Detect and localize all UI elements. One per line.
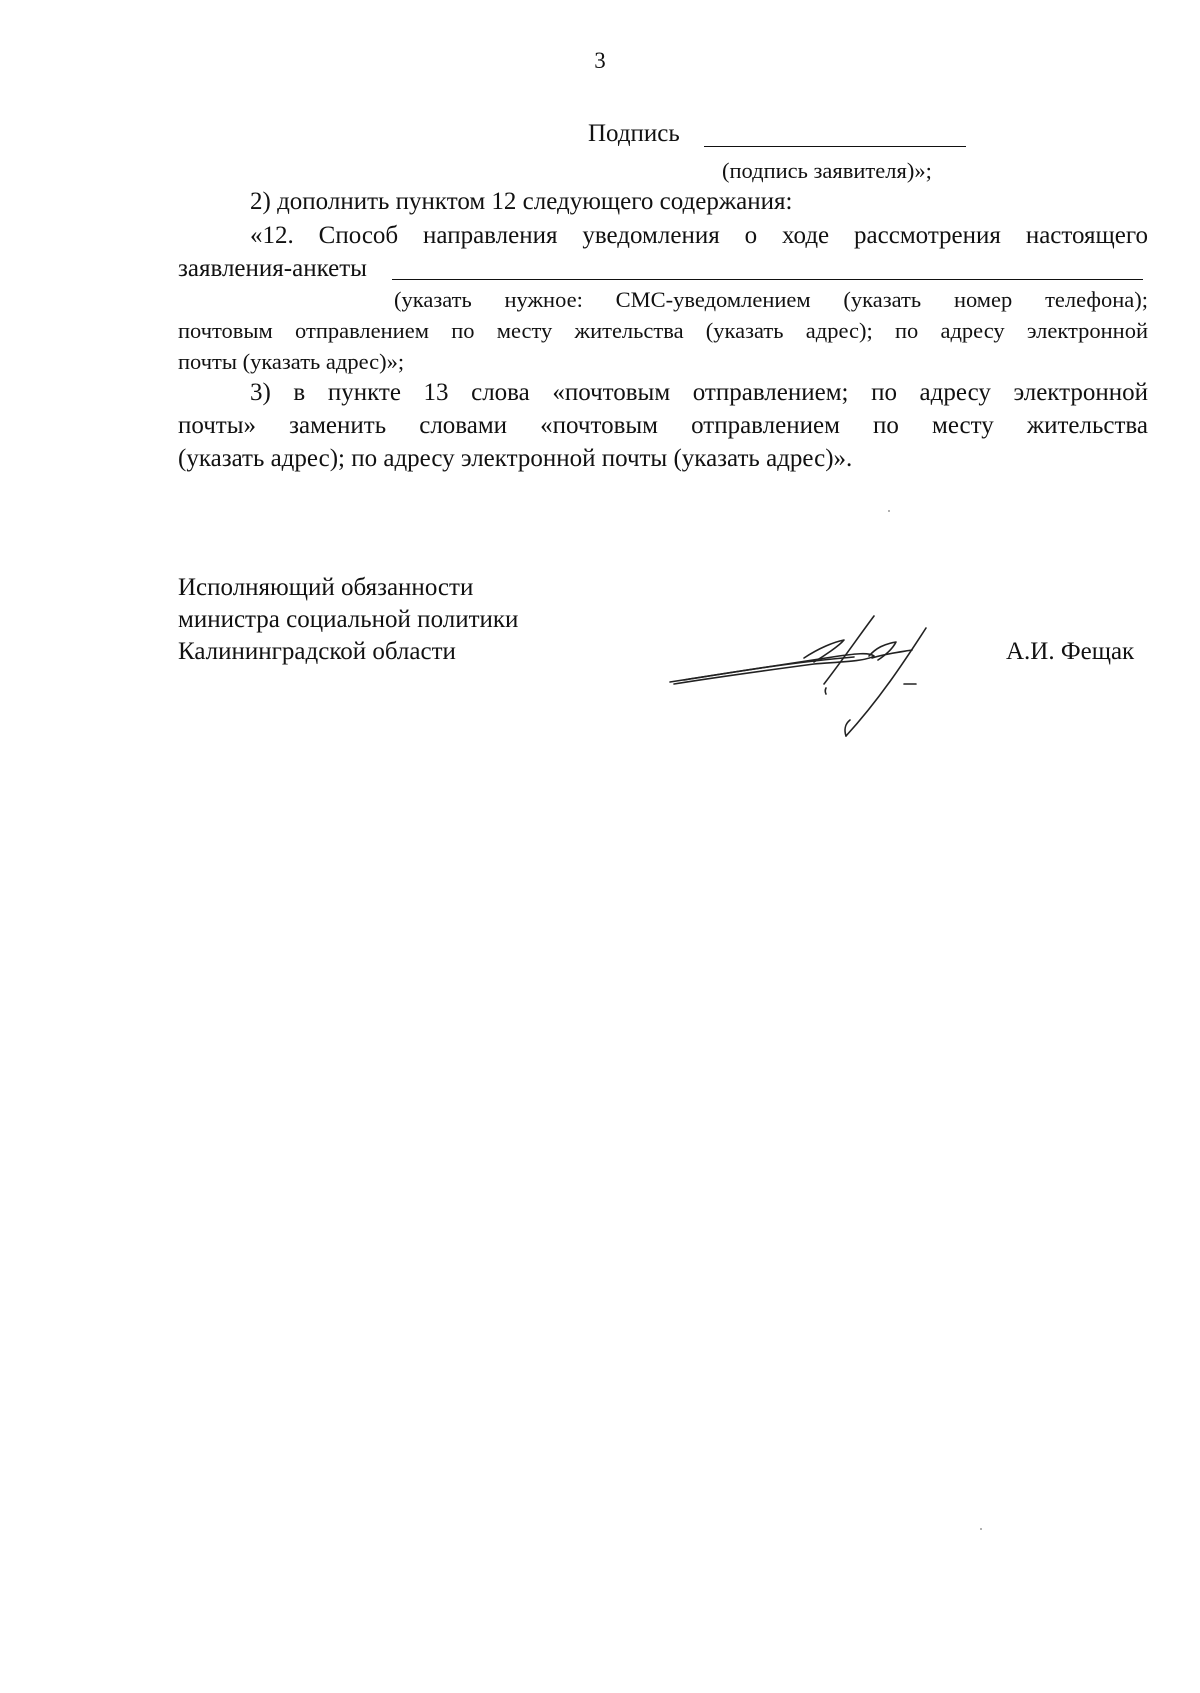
item12-line1: «12. Способ направления уведомления о ходе рассмотрения настоящего xyxy=(250,222,1148,249)
item12-label: заявления-анкеты xyxy=(178,255,367,282)
item12-underline xyxy=(392,279,1143,280)
item12-hint-line3: почты (указать адрес)»; xyxy=(178,349,405,374)
signatory-title-line1: Исполняющий обязанности xyxy=(178,574,474,601)
item12-hint-line2: почтовым отправлением по месту жительства (указать адрес); по адресу электронной xyxy=(178,318,1148,343)
scan-speck xyxy=(980,1528,982,1530)
signatory-title-line2: министра социальной политики xyxy=(178,606,519,633)
item12-hint-line1: (указать нужное: СМС-уведомлением (указать номер телефона); xyxy=(394,287,1148,312)
signature-hint: (подпись заявителя)»; xyxy=(722,158,932,183)
signatory-title-line3: Калининградской области xyxy=(178,638,456,665)
scan-speck xyxy=(888,510,890,512)
signatory-name: А.И. Фещак xyxy=(1006,638,1135,665)
signature-label: Подпись xyxy=(588,120,680,147)
item3-line3: (указать адрес); по адресу электронной почты (указать адрес)». xyxy=(178,445,853,472)
item3-line1: 3) в пункте 13 слова «почтовым отправлением; по адресу электронной xyxy=(250,379,1148,406)
handwritten-signature xyxy=(664,612,934,742)
item3-line2: почты» заменить словами «почтовым отправлением по месту жительства xyxy=(178,412,1148,439)
signature-underline xyxy=(704,146,966,147)
item2-intro: 2) дополнить пунктом 12 следующего содержания: xyxy=(250,188,793,215)
page-number: 3 xyxy=(594,48,606,73)
